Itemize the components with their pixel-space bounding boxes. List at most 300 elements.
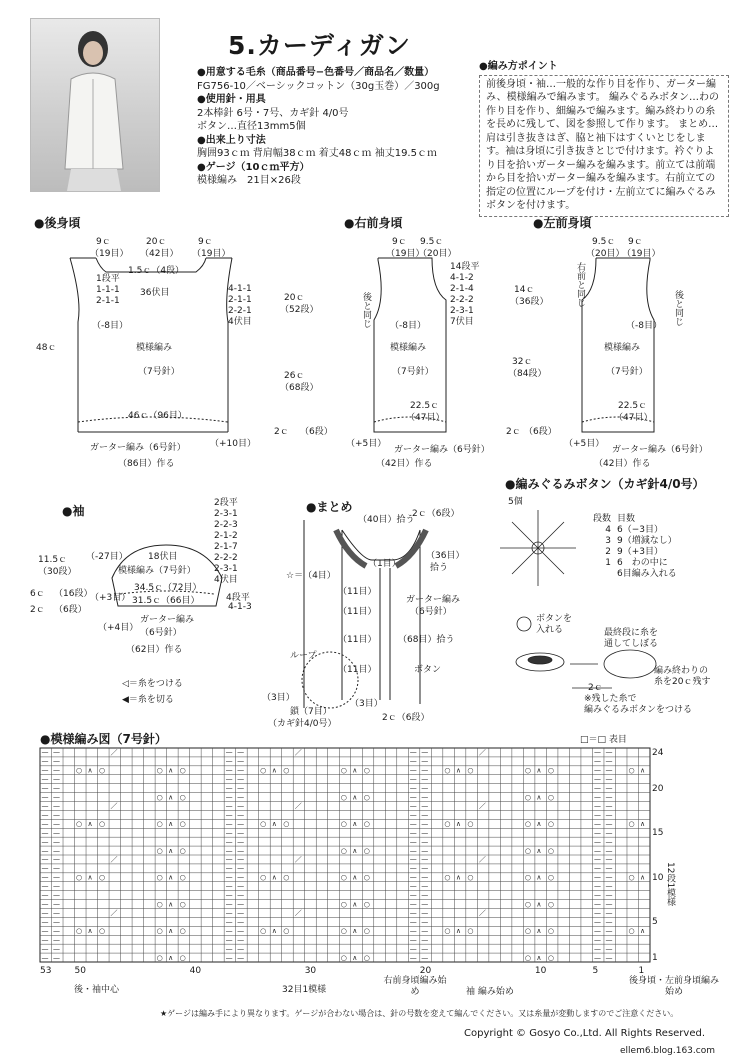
fin-bot-r: 2ｃ（6段） [382, 713, 430, 723]
rf-needle: （7号針） [392, 367, 434, 377]
chart-symbol: — [237, 918, 245, 927]
chart-b-sleeve: 袖 編み始め [466, 987, 514, 997]
footer-copyright: Copyright © Gosyo Co.,Ltd. All Rights Reserved. [464, 1028, 706, 1039]
fin-button: ボタン [414, 665, 442, 675]
sleeve-hem-r: （6段） [54, 605, 87, 615]
chart-symbol: — [53, 927, 61, 936]
chart-b-rep: 32目1模様 [282, 985, 327, 995]
chart-symbol: — [53, 837, 61, 846]
dec-line: 2-3-1 [450, 306, 474, 316]
fin-loop: ループ [290, 651, 317, 661]
sleeve-w1: 34.5ｃ（72目） [134, 583, 202, 593]
chart-symbol: ○ [340, 793, 347, 802]
chart-symbol: ○ [156, 873, 163, 882]
chart-symbol: — [225, 864, 233, 873]
chart-symbol: — [225, 953, 233, 962]
chart-symbol: ∧ [168, 846, 174, 855]
chart-symbol: — [409, 748, 417, 757]
chart-symbol: — [605, 953, 613, 962]
back-top-left-st: （19目） [90, 249, 129, 259]
chart-symbol: — [41, 873, 49, 882]
chart-symbol: ○ [444, 873, 451, 882]
chart-symbol: — [593, 918, 601, 927]
chart-symbol: — [421, 900, 429, 909]
chart-symbol: — [421, 784, 429, 793]
chart-symbol: — [225, 909, 233, 918]
chart-col-number: 5 [592, 966, 599, 976]
chart-symbol: ／ [478, 855, 486, 864]
lf-minus: （-8目） [626, 321, 662, 331]
chart-symbol: ○ [99, 766, 106, 775]
chart-symbol: — [53, 855, 61, 864]
chart-symbol: — [421, 891, 429, 900]
chart-symbol: ∧ [352, 900, 358, 909]
chart-symbol: — [409, 944, 417, 953]
chart-symbol: ○ [628, 927, 635, 936]
chart-symbol: — [593, 891, 601, 900]
chart-symbol: — [605, 909, 613, 918]
chart-symbol: ○ [179, 793, 186, 802]
chart-symbol: — [605, 802, 613, 811]
chart-symbol: ∧ [352, 793, 358, 802]
chart-symbol: — [237, 891, 245, 900]
chart-symbol: — [605, 944, 613, 953]
chart-symbol: — [605, 766, 613, 775]
chart-symbol: — [53, 820, 61, 829]
btn-row-num: 4 [605, 525, 612, 535]
chart-symbol: — [409, 918, 417, 927]
chart-symbol: — [225, 927, 233, 936]
chart-symbol: ○ [156, 953, 163, 962]
back-top-right-st: （19目） [192, 249, 231, 259]
chart-symbol: ∧ [271, 766, 277, 775]
chart-symbol: — [593, 766, 601, 775]
back-garter: ガーター編み（6号針） [90, 443, 186, 453]
btn-note: ※残した糸で 編みぐるみボタンをつける [584, 694, 693, 715]
chart-symbol: ∧ [352, 873, 358, 882]
chart-symbol: ○ [156, 927, 163, 936]
rf-dec [450, 262, 479, 328]
chart-symbol: — [53, 909, 61, 918]
chart-rep-note: 12段1模様 [665, 862, 675, 907]
chart-col-number: 50 [74, 966, 86, 976]
chart-symbol: — [237, 935, 245, 944]
chart-symbol: ／ [294, 909, 302, 918]
section-button: ●編みぐるみボタン（カギ針4/0号） [505, 477, 705, 491]
chart-symbol: ○ [340, 953, 347, 962]
chart-symbol: — [605, 811, 613, 820]
lf-side-l: 右前と同じ [575, 262, 585, 307]
chart-row-number: 24 [652, 748, 664, 758]
sleeve-w2: 31.5ｃ（66目） [132, 596, 200, 606]
section-chart: ●模様編み図（7号針） [40, 732, 167, 746]
back-arm-r: （52段） [280, 305, 319, 315]
rf-cast: （42目）作る [376, 459, 433, 469]
chart-symbol: ／ [478, 909, 486, 918]
chart-symbol: ○ [340, 820, 347, 829]
chart-symbol: — [237, 793, 245, 802]
chart-symbol: ∧ [352, 766, 358, 775]
chart-symbol: — [593, 927, 601, 936]
chart-symbol: ○ [340, 900, 347, 909]
chart-symbol: ○ [524, 927, 532, 936]
chart-symbol: ／ [110, 748, 118, 757]
btn-row [590, 536, 680, 547]
chart-symbol: — [53, 953, 61, 962]
chart-symbol: — [41, 748, 49, 757]
chart-symbol: — [237, 927, 245, 936]
chart-row-number: 15 [652, 828, 664, 839]
chart-symbol: ○ [179, 873, 186, 882]
back-top-mid: 20ｃ [146, 237, 167, 247]
chart-symbol: ∧ [352, 846, 358, 855]
dec-line: 4-1-2 [450, 273, 474, 283]
back-height: 48ｃ [36, 343, 57, 353]
chart-symbol: — [41, 757, 49, 766]
lf-pattern: 模様編み [604, 343, 641, 353]
chart-symbol: — [421, 953, 429, 962]
chart-symbol: ○ [179, 766, 186, 775]
chart-symbol: ○ [467, 820, 474, 829]
fin-11-c: （11目） [338, 635, 377, 645]
section-sleeve: ●袖 [62, 504, 85, 518]
chart-symbol: — [409, 766, 417, 775]
chart-col-number: 53 [40, 966, 52, 976]
chart-symbol: ∧ [271, 873, 277, 882]
sleeve-mid-h: 6ｃ [30, 589, 45, 599]
chart-symbol: ○ [283, 820, 290, 829]
chart-symbol: — [409, 793, 417, 802]
material-line: 模様編み 21目×26段 [197, 175, 301, 186]
chart-symbol: ○ [363, 793, 370, 802]
sleeve-cap-r: （30段） [38, 567, 77, 577]
chart-symbol: ○ [524, 793, 532, 802]
chart-symbol: — [225, 748, 233, 757]
chart-symbol: ∧ [455, 820, 461, 829]
dec-line: 2-1-4 [450, 284, 474, 294]
sleeve-legend1: ◁＝糸をつける [122, 679, 183, 689]
material-line: ●出来上り寸法 [197, 134, 266, 146]
back-cast: （86目）作る [118, 459, 175, 469]
chart-symbol: — [41, 953, 49, 962]
chart-symbol: — [53, 828, 61, 837]
chart-symbol: ○ [340, 766, 347, 775]
rf-hem-r: （6段） [524, 427, 557, 437]
chart-symbol: — [593, 944, 601, 953]
chart-symbol: — [237, 837, 245, 846]
dec-line: 2-3-1 [214, 509, 238, 519]
material-line: FG756-10／ベーシックコットン（30g玉巻）／300g [197, 80, 440, 92]
chart-symbol: — [237, 802, 245, 811]
chart-symbol: — [593, 873, 601, 882]
chart-symbol: — [421, 837, 429, 846]
chart-symbol: ∧ [168, 900, 174, 909]
lf-cast: （42目）作る [594, 459, 651, 469]
chart-symbol: — [225, 935, 233, 944]
fin-11-d: （11目） [338, 665, 377, 675]
chart-symbol: ○ [444, 927, 451, 936]
sleeve-mid-r: （16段） [54, 589, 93, 599]
dec-line: 2-1-7 [214, 542, 238, 552]
footer-note: ★ゲージは編み手により異なります。ゲージが合わない場合は、針の号数を変えて編んでください。又は糸量が変動しますのでご注意ください。 [160, 1009, 679, 1018]
chart-symbol: — [409, 784, 417, 793]
chart-symbol: — [41, 927, 49, 936]
chart-symbol: — [41, 900, 49, 909]
chart-symbol: ∧ [87, 927, 93, 936]
chart-symbol: ∧ [87, 820, 93, 829]
rf-neck-h: 14ｃ [514, 285, 535, 295]
chart-symbol: ○ [524, 766, 532, 775]
btn-count: 5個 [508, 497, 523, 507]
section-finishing: ●まとめ [306, 500, 353, 514]
chart-symbol: — [53, 918, 61, 927]
chart-symbol: — [41, 882, 49, 891]
chart-symbol: ○ [260, 766, 267, 775]
chart-symbol: — [605, 775, 613, 784]
chart-symbol: — [409, 891, 417, 900]
chart-symbol: — [237, 855, 245, 864]
chart-symbol: ○ [76, 766, 83, 775]
rf-bottom-st: （47目） [406, 413, 445, 423]
chart-symbol: ○ [524, 873, 532, 882]
sleeve-inc2: 4-1-3 [228, 602, 252, 612]
points-text: 前後身頃・袖…一般的な作り目を作り、ガーター編み、模様編みで編みます。 編みぐるみボタン…わの作り目を作り、細編みで編みます。編み終わりの糸を長めに残して、図を参照して作ります。 まとめ…肩は引き抜きはぎ、脇と袖下はすくいとじをします。袖は身頃に引き抜きとじで付けます。衿ぐりより目を拾いガーター編みを編みます。前立ては前端から目を拾いガーター編みを編みます。右前立ての指定の位置にループを付け・左前立てに編みぐるみボタンを付けます。 [479, 75, 729, 217]
dec-line: 2-2-3 [214, 520, 238, 530]
btn-row [590, 547, 680, 558]
chart-symbol: ∧ [352, 953, 358, 962]
chart-symbol: — [237, 811, 245, 820]
back-neck: 1.5ｃ（4段） [128, 266, 185, 276]
chart-symbol: — [421, 873, 429, 882]
chart-symbol: — [225, 837, 233, 846]
chart-symbol: — [237, 820, 245, 829]
chart-symbol: ○ [99, 820, 106, 829]
chart-symbol: — [605, 793, 613, 802]
chart-symbol: ∧ [352, 820, 358, 829]
chart-symbol: — [593, 855, 601, 864]
chart-symbol: ○ [524, 953, 532, 962]
rf-neck-r: （36段） [510, 297, 549, 307]
fin-top: （40目）拾う [358, 515, 415, 525]
chart-symbol: — [237, 873, 245, 882]
chart-symbol: — [593, 820, 601, 829]
btn-count-table [590, 514, 680, 580]
btn-row-num [590, 569, 614, 580]
chart-symbol: ∧ [639, 820, 646, 829]
chart-symbol: — [605, 828, 613, 837]
chart-symbol: ○ [260, 927, 267, 936]
dec-line: 1段平 [96, 274, 120, 284]
chart-symbol: — [409, 846, 417, 855]
lf-top-b-st: （19目） [622, 249, 661, 259]
back-hem-r: （6段） [300, 427, 333, 437]
chart-row-number: 1 [652, 953, 658, 964]
chart-symbol: — [237, 766, 245, 775]
back-top-mid-st: （42目） [140, 249, 179, 259]
chart-symbol: ○ [179, 820, 186, 829]
chart-symbol: — [225, 855, 233, 864]
chart-symbol: — [409, 820, 417, 829]
fin-hook: （カギ針4/0号） [268, 719, 337, 729]
back-top-right: 9ｃ [198, 237, 213, 247]
btn-head-sts: 目数 [617, 514, 636, 524]
chart-symbol: ∧ [455, 766, 461, 775]
fin-pick: 拾う [430, 563, 449, 573]
chart-symbol: — [409, 811, 417, 820]
back-right-dec [228, 284, 252, 328]
section-left-front: ●左前身頃 [533, 216, 592, 230]
back-minus: （-8目） [92, 321, 128, 331]
chart-symbol: — [41, 846, 49, 855]
chart-symbol: — [409, 873, 417, 882]
btn-row-num: 3 [605, 536, 612, 546]
chart-symbol: ○ [547, 953, 555, 962]
points-title: ●編み方ポイント [479, 61, 558, 72]
chart-symbol: — [53, 900, 61, 909]
chart-symbol: ○ [444, 820, 451, 829]
chart-symbol: — [53, 846, 61, 855]
dec-line: 2-2-2 [214, 553, 238, 563]
chart-symbol: — [41, 944, 49, 953]
fin-68: （68目）拾う [398, 635, 455, 645]
chart-symbol: — [237, 909, 245, 918]
chart-row-number: 5 [652, 917, 658, 928]
chart-symbol: ○ [340, 873, 347, 882]
chart-col-number: 10 [534, 966, 547, 976]
lf-side-r: 後と同じ [673, 290, 683, 326]
chart-symbol: — [53, 757, 61, 766]
sleeve-garter-n: （6号針） [140, 628, 182, 638]
chart-symbol: ○ [467, 927, 474, 936]
section-right-front: ●右前身頃 [344, 216, 403, 230]
chart-symbol: ○ [547, 766, 555, 775]
chart-symbol: — [605, 918, 613, 927]
sleeve-plus4: （+4目） [98, 623, 139, 633]
rf-top-b: 9.5ｃ [420, 237, 444, 247]
back-left-dec [96, 274, 120, 307]
chart-symbol: ○ [524, 820, 532, 829]
fin-chain: 鎖（7目） [290, 707, 332, 717]
fin-three-b: （3目） [350, 699, 383, 709]
chart-symbol: ∧ [271, 927, 277, 936]
chart-symbol: — [605, 882, 613, 891]
chart-symbol: — [605, 900, 613, 909]
dec-line: 4-1-1 [228, 284, 252, 294]
chart-symbol: ○ [156, 766, 163, 775]
chart-symbol: — [41, 820, 49, 829]
chart-symbol: — [53, 882, 61, 891]
footer-blog: ellem6.blog.163.com [620, 1046, 715, 1056]
fin-11-b: （11目） [338, 607, 377, 617]
chart-symbol: — [237, 775, 245, 784]
chart-symbol: ○ [363, 846, 370, 855]
chart-symbol: ∧ [639, 873, 646, 882]
btn-two-c: 2ｃ [588, 683, 603, 693]
chart-symbol: ○ [340, 846, 347, 855]
rf-bottom: 22.5ｃ [410, 401, 440, 411]
dec-line: 4伏目 [214, 575, 238, 585]
chart-col-number: 20 [419, 966, 432, 976]
chart-symbol: — [41, 891, 49, 900]
btn-row [590, 525, 680, 536]
chart-symbol: — [41, 935, 49, 944]
chart-symbol: ∧ [536, 793, 542, 802]
chart-col-number: 1 [638, 966, 645, 976]
chart-symbol: ○ [260, 873, 267, 882]
sleeve-cap-h: 11.5ｃ [38, 555, 68, 565]
sleeve-top: 18伏目 [148, 552, 178, 562]
chart-symbol: — [421, 935, 429, 944]
chart-symbol: — [409, 900, 417, 909]
chart-symbol: — [41, 766, 49, 775]
chart-symbol: ∧ [168, 953, 174, 962]
chart-symbol: ○ [628, 873, 635, 882]
chart-symbol: ○ [547, 793, 555, 802]
lf-bottom: 22.5ｃ [618, 401, 648, 411]
chart-symbol: ∧ [168, 793, 174, 802]
chart-symbol: — [41, 909, 49, 918]
chart-symbol: — [593, 784, 601, 793]
chart-symbol: — [409, 855, 417, 864]
chart-symbol: ○ [179, 927, 186, 936]
chart-symbol: — [593, 793, 601, 802]
dec-line: 7伏目 [450, 317, 474, 327]
chart-symbol: ∧ [639, 766, 646, 775]
dec-line: 2-3-1 [214, 564, 238, 574]
material-line: 胸囲93ｃｍ 背肩幅38ｃｍ 着丈48ｃｍ 袖丈19.5ｃｍ [197, 148, 437, 159]
chart-symbol: ○ [283, 766, 290, 775]
chart-symbol: ／ [294, 802, 302, 811]
chart-symbol: — [605, 837, 613, 846]
chart-symbol: ○ [628, 766, 635, 775]
back-body-r: （68段） [280, 383, 319, 393]
chart-symbol: — [593, 909, 601, 918]
chart-b-rf: 右前身頃編み始め [383, 976, 447, 997]
chart-symbol: — [225, 775, 233, 784]
chart-symbol: ○ [76, 873, 83, 882]
chart-legend: □＝□ 表目 [580, 735, 627, 745]
section-back: ●後身頃 [34, 216, 81, 230]
btn-insert: ボタンを 入れる [536, 614, 573, 635]
dec-line: 14段平 [450, 262, 480, 272]
chart-symbol: — [421, 927, 429, 936]
chart-symbol: — [421, 918, 429, 927]
rf-side: 後と同じ [361, 292, 371, 328]
btn-head-rows: 段数 [593, 514, 612, 524]
chart-symbol: ○ [524, 900, 532, 909]
chart-symbol: ∧ [536, 927, 542, 936]
back-bottom: 46ｃ（96目） [128, 411, 187, 421]
lf-plus: （+5目） [564, 439, 605, 449]
chart-col-number: 40 [189, 966, 202, 976]
chart-symbol: — [421, 766, 429, 775]
chart-symbol: ／ [478, 802, 486, 811]
chart-symbol: — [53, 891, 61, 900]
chart-symbol: — [421, 882, 429, 891]
lf-top-a-st: （20目） [586, 249, 625, 259]
page-title: 5.カーディガン [228, 31, 411, 60]
chart-symbol: ○ [363, 953, 370, 962]
chart-symbol: — [421, 811, 429, 820]
chart-symbol: — [225, 757, 233, 766]
chart-symbol: ○ [283, 873, 290, 882]
btn-row-num: 1 [605, 558, 612, 568]
chart-symbol: ○ [156, 820, 163, 829]
chart-symbol: ／ [294, 855, 302, 864]
chart-symbol: — [225, 802, 233, 811]
chart-symbol: — [593, 828, 601, 837]
sleeve-hem-h: 2ｃ [30, 605, 45, 615]
